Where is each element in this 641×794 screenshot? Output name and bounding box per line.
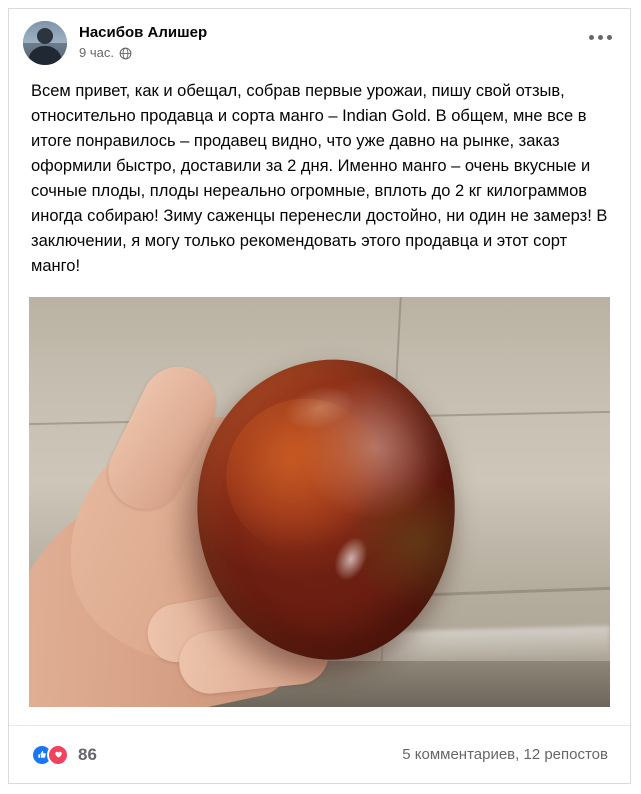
post-author-name[interactable]: Насибов Алишер bbox=[79, 24, 208, 41]
post-header bbox=[9, 9, 630, 69]
post-body-text: Всем привет, как и обещал, собрав первые урожаи, пишу свой отзыв, относительно продавца и сорта манго – Indian Gold. В общем, мне все в итоге понравилось – продавец видно, что уже давно на рынке, заказ оформили быстро, доставили за 2 дня. Именно манго – очень вкусные и сочные плоды, плоды нереально огромные, вплоть до 2 кг килограммов иногда собираю! Зиму саженцы перенесли достойно, ни один не замерз! В заключении, я могу только рекомендовать этого продавца и этот сорт манго! bbox=[31, 82, 612, 275]
post-image[interactable] bbox=[29, 297, 610, 707]
globe-icon bbox=[119, 47, 132, 60]
heart-icon bbox=[47, 744, 69, 766]
ellipsis-dot bbox=[607, 35, 612, 40]
post-header-text bbox=[79, 21, 207, 61]
mango-photo bbox=[29, 297, 610, 707]
reaction-icons bbox=[31, 744, 69, 766]
avatar-person-head bbox=[37, 28, 53, 44]
ellipsis-dot bbox=[589, 35, 594, 40]
post-meta bbox=[79, 45, 207, 61]
post-footer bbox=[9, 725, 630, 783]
ellipsis-dot bbox=[598, 35, 603, 40]
reaction-count: 86 bbox=[78, 744, 97, 764]
facebook-post-card bbox=[8, 8, 631, 784]
reactions-summary[interactable] bbox=[31, 744, 97, 766]
ellipsis-icon[interactable] bbox=[589, 35, 612, 40]
avatar[interactable] bbox=[23, 21, 67, 65]
comments-shares-summary[interactable]: 5 комментариев, 12 репостов bbox=[402, 746, 608, 763]
post-timestamp[interactable]: 9 час. bbox=[79, 45, 114, 60]
